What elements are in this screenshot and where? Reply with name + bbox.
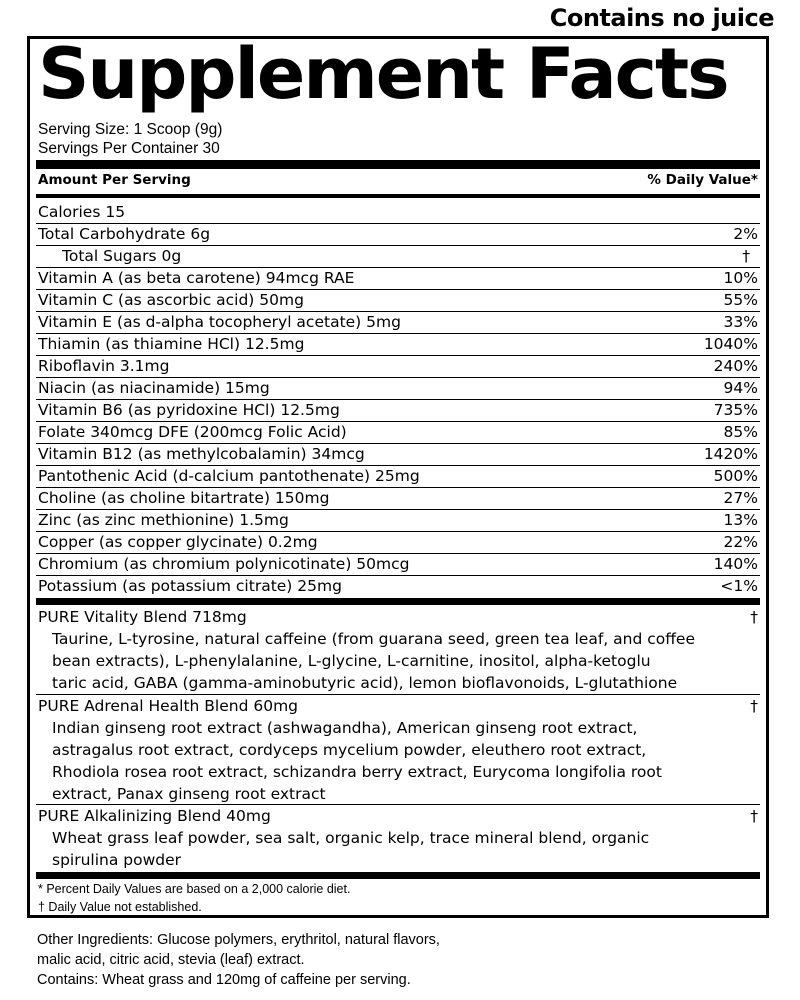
blend-daily-value: † (750, 608, 758, 626)
nutrient-row (36, 488, 760, 510)
thick-divider-blends (36, 598, 760, 605)
blend-ingredient-line: extract, Panax ginseng root extract (52, 785, 326, 803)
nutrient-name: Total Carbohydrate 6g (38, 225, 211, 243)
supplement-facts-panel (27, 33, 769, 918)
thick-divider (36, 160, 760, 169)
nutrient-name: Niacin (as niacinamide) 15mg (38, 379, 270, 397)
amount-per-serving-label: Amount Per Serving (38, 172, 191, 188)
nutrient-row (36, 224, 760, 246)
blend-ingredient-line: Wheat grass leaf powder, sea salt, organic kelp, trace mineral blend, organic (52, 829, 650, 847)
nutrient-row (36, 422, 760, 444)
blend-title-row (38, 607, 758, 628)
nutrient-name: Choline (as choline bitartrate) 150mg (38, 489, 330, 507)
nutrient-row (36, 246, 760, 268)
nutrient-daily-value: 27% (723, 489, 758, 507)
nutrient-daily-value: 140% (713, 555, 758, 573)
other-ingredients (37, 930, 557, 990)
blend-name: PURE Adrenal Health Blend 60mg (38, 697, 299, 715)
nutrient-daily-value: 1420% (703, 445, 758, 463)
column-header (38, 172, 758, 192)
nutrient-daily-value: 240% (713, 357, 758, 375)
blend-title-row (38, 806, 758, 827)
panel-title: Supplement Facts (38, 33, 728, 115)
nutrient-row (36, 554, 760, 576)
blend-divider (36, 804, 760, 805)
nutrient-name: Zinc (as zinc methionine) 1.5mg (38, 511, 289, 529)
nutrient-daily-value: 22% (723, 533, 758, 551)
nutrient-row (36, 466, 760, 488)
blend-ingredient-line: taric acid, GABA (gamma-aminobutyric acid), lemon bioflavonoids, L-glutathione (52, 674, 678, 692)
nutrient-name: Vitamin E (as d-alpha tocopheryl acetate) 5mg (38, 313, 401, 331)
nutrient-name: Riboflavin 3.1mg (38, 357, 170, 375)
blend-daily-value: † (750, 807, 758, 825)
nutrient-row (36, 510, 760, 532)
nutrient-name: Pantothenic Acid (d-calcium pantothenate) 25mg (38, 467, 420, 485)
serving-size: Serving Size: 1 Scoop (9g) (38, 121, 223, 138)
blend-ingredient-line: Taurine, L-tyrosine, natural caffeine (from guarana seed, green tea leaf, and coffee (52, 630, 695, 648)
nutrient-row (36, 334, 760, 356)
nutrient-row (36, 444, 760, 466)
blend-ingredient-line: spirulina powder (52, 851, 182, 869)
nutrient-daily-value: 2% (733, 225, 758, 243)
blend-ingredient-line: Rhodiola rosea root extract, schizandra berry extract, Eurycoma longifolia root (52, 763, 662, 781)
nutrient-daily-value: 94% (723, 379, 758, 397)
nutrient-name: Total Sugars 0g (62, 247, 182, 265)
nutrient-daily-value: 85% (723, 423, 758, 441)
blend-ingredient-line: astragalus root extract, cordyceps mycelium powder, eleuthero root extract, (52, 741, 647, 759)
nutrient-row (36, 312, 760, 334)
nutrient-name: Chromium (as chromium polynicotinate) 50mcg (38, 555, 410, 573)
nutrient-name: Copper (as copper glycinate) 0.2mg (38, 533, 318, 551)
nutrient-name: Vitamin A (as beta carotene) 94mcg RAE (38, 269, 355, 287)
nutrient-row (36, 378, 760, 400)
nutrient-daily-value: † (742, 247, 750, 265)
nutrient-row (36, 576, 760, 598)
nutrient-row (36, 356, 760, 378)
blend-name: PURE Alkalinizing Blend 40mg (38, 807, 271, 825)
blend-ingredients (52, 628, 756, 694)
blend-name: PURE Vitality Blend 718mg (38, 608, 247, 626)
nutrient-row (36, 202, 760, 224)
footnote-not-established: † Daily Value not established. (38, 900, 202, 914)
other-ingredients-line: Other Ingredients: Glucose polymers, erythritol, natural flavors, (37, 932, 440, 948)
nutrient-daily-value: 13% (723, 511, 758, 529)
blend-ingredients (52, 717, 756, 805)
nutrient-name: Calories 15 (38, 203, 126, 221)
nutrient-daily-value: 500% (713, 467, 758, 485)
nutrient-row (36, 532, 760, 554)
thick-divider-footer (36, 872, 760, 879)
footnote-daily-value: * Percent Daily Values are based on a 2,000 calorie diet. (38, 882, 351, 896)
nutrient-daily-value: 33% (723, 313, 758, 331)
contains-line: Contains: Wheat grass and 120mg of caffeine per serving. (37, 972, 411, 988)
nutrient-daily-value: 735% (713, 401, 758, 419)
other-ingredients-line: malic acid, citric acid, stevia (leaf) extract. (37, 952, 305, 968)
nutrient-name: Potassium (as potassium citrate) 25mg (38, 577, 342, 595)
blend-divider (36, 694, 760, 695)
nutrient-daily-value: 1040% (703, 335, 758, 353)
blend-title-row (38, 696, 758, 717)
nutrient-name: Folate 340mcg DFE (200mcg Folic Acid) (38, 423, 347, 441)
nutrient-name: Vitamin C (as ascorbic acid) 50mg (38, 291, 304, 309)
nutrient-name: Vitamin B6 (as pyridoxine HCl) 12.5mg (38, 401, 340, 419)
daily-value-label: % Daily Value* (647, 172, 758, 188)
nutrient-row (36, 290, 760, 312)
contains-no-juice-note: Contains no juice (549, 4, 774, 32)
nutrient-daily-value: <1% (720, 577, 758, 595)
nutrient-row (36, 400, 760, 422)
nutrient-name: Vitamin B12 (as methylcobalamin) 34mcg (38, 445, 365, 463)
nutrient-name: Thiamin (as thiamine HCl) 12.5mg (38, 335, 305, 353)
medium-divider (36, 194, 760, 198)
blend-ingredient-line: Indian ginseng root extract (ashwagandha), American ginseng root extract, (52, 719, 638, 737)
blend-daily-value: † (750, 697, 758, 715)
blend-ingredients (52, 827, 756, 871)
nutrient-daily-value: 10% (723, 269, 758, 287)
nutrient-row (36, 268, 760, 290)
blend-ingredient-line: bean extracts), L-phenylalanine, L-glycine, L-carnitine, inositol, alpha-ketoglu (52, 652, 651, 670)
nutrient-daily-value: 55% (723, 291, 758, 309)
servings-per-container: Servings Per Container 30 (38, 140, 220, 157)
